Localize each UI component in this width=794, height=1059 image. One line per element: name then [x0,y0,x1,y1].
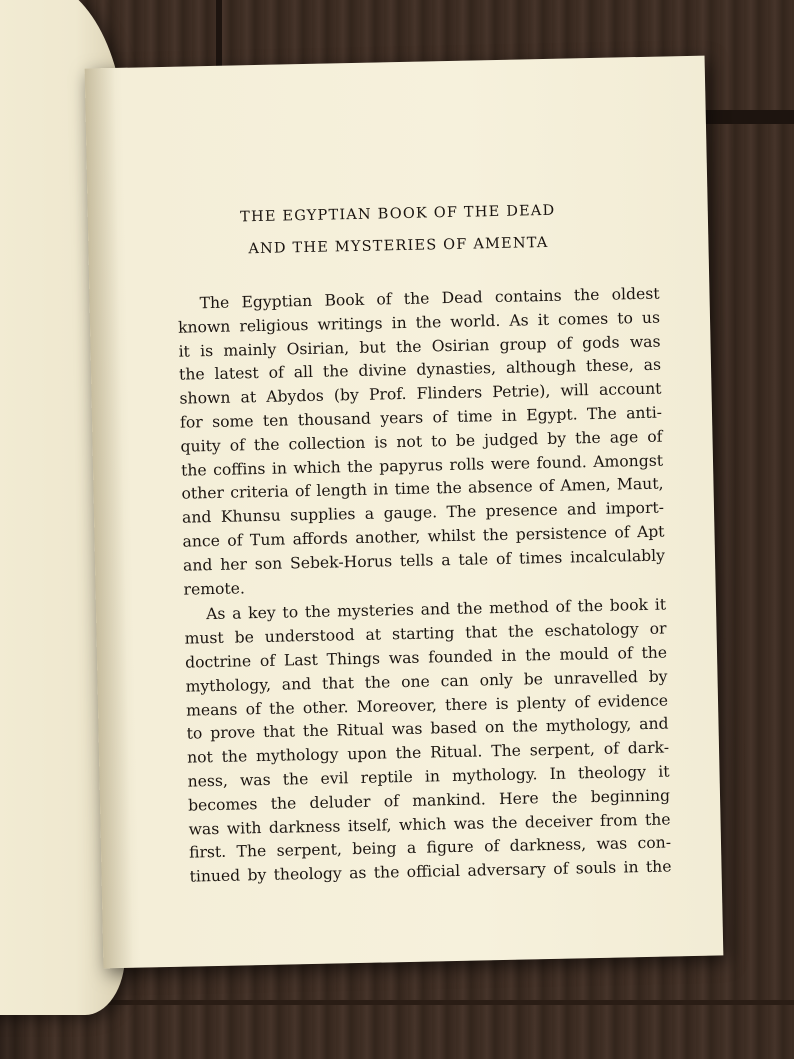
text-line: quity of the collection is not to be judged by the age of [180,427,663,456]
text-line: tinued by theology as the official adversary of souls in the [189,857,672,886]
body-text [177,283,671,890]
text-line: known religious writings in the world. As it comes to us [177,308,661,337]
text-line: first. The serpent, being a figure of darkness, was con- [188,833,672,862]
text-line: not the mythology upon the Ritual. The serpent, of dark- [186,738,670,767]
text-line: ance of Tum affords another, whilst the persistence of Apt [182,522,665,551]
text-line: remote. [183,578,246,599]
text-line: means of the other. Moreover, there is plenty of evidence [185,691,669,720]
text-line: the coffins in which the papyrus rolls were found. Amongst [180,451,664,480]
text-line: As a key to the mysteries and the method of the book it [205,595,667,624]
text-line: doctrine of Last Things was founded in the mould of the [184,643,668,672]
text-line: for some ten thousand years of time in Egypt. The anti- [179,403,663,432]
text-line: becomes the deluder of mankind. Here the beginning [187,786,671,815]
book-page [85,56,724,969]
text-line: it is mainly Osirian, but the Osirian group of gods was [178,332,661,361]
text-line: was with darkness itself, which was the deceiver from the [188,810,671,839]
chapter-title-line-1: THE EGYPTIAN BOOK OF THE DEAD [240,202,556,226]
text-line: the latest of all the divine dynasties, although these, as [178,355,662,385]
plank-seam [0,1000,794,1005]
plank-seam [216,0,222,75]
plank-seam [700,110,794,124]
text-line: shown at Abydos (by Prof. Flinders Petrie), will account [179,379,662,408]
text-line: to prove that the Ritual was based on the mythology, and [186,714,669,743]
text-line: mythology, and that the one can only be unravelled by [185,667,668,696]
text-line: and her son Sebek-Horus tells a tale of times incalculably [182,546,666,575]
text-line: and Khunsu supplies a gauge. The presence and import- [181,498,665,527]
text-line: must be understood at starting that the eschatology or [184,619,667,648]
text-line: other criteria of length in time the absence of Amen, Maut, [181,474,664,504]
text-line: ness, was the evil reptile in mythology. In theology it [187,762,670,791]
chapter-title-line-2: AND THE MYSTERIES OF AMENTA [248,234,549,258]
text-line: The Egyptian Book of the Dead contains the oldest [199,284,660,313]
